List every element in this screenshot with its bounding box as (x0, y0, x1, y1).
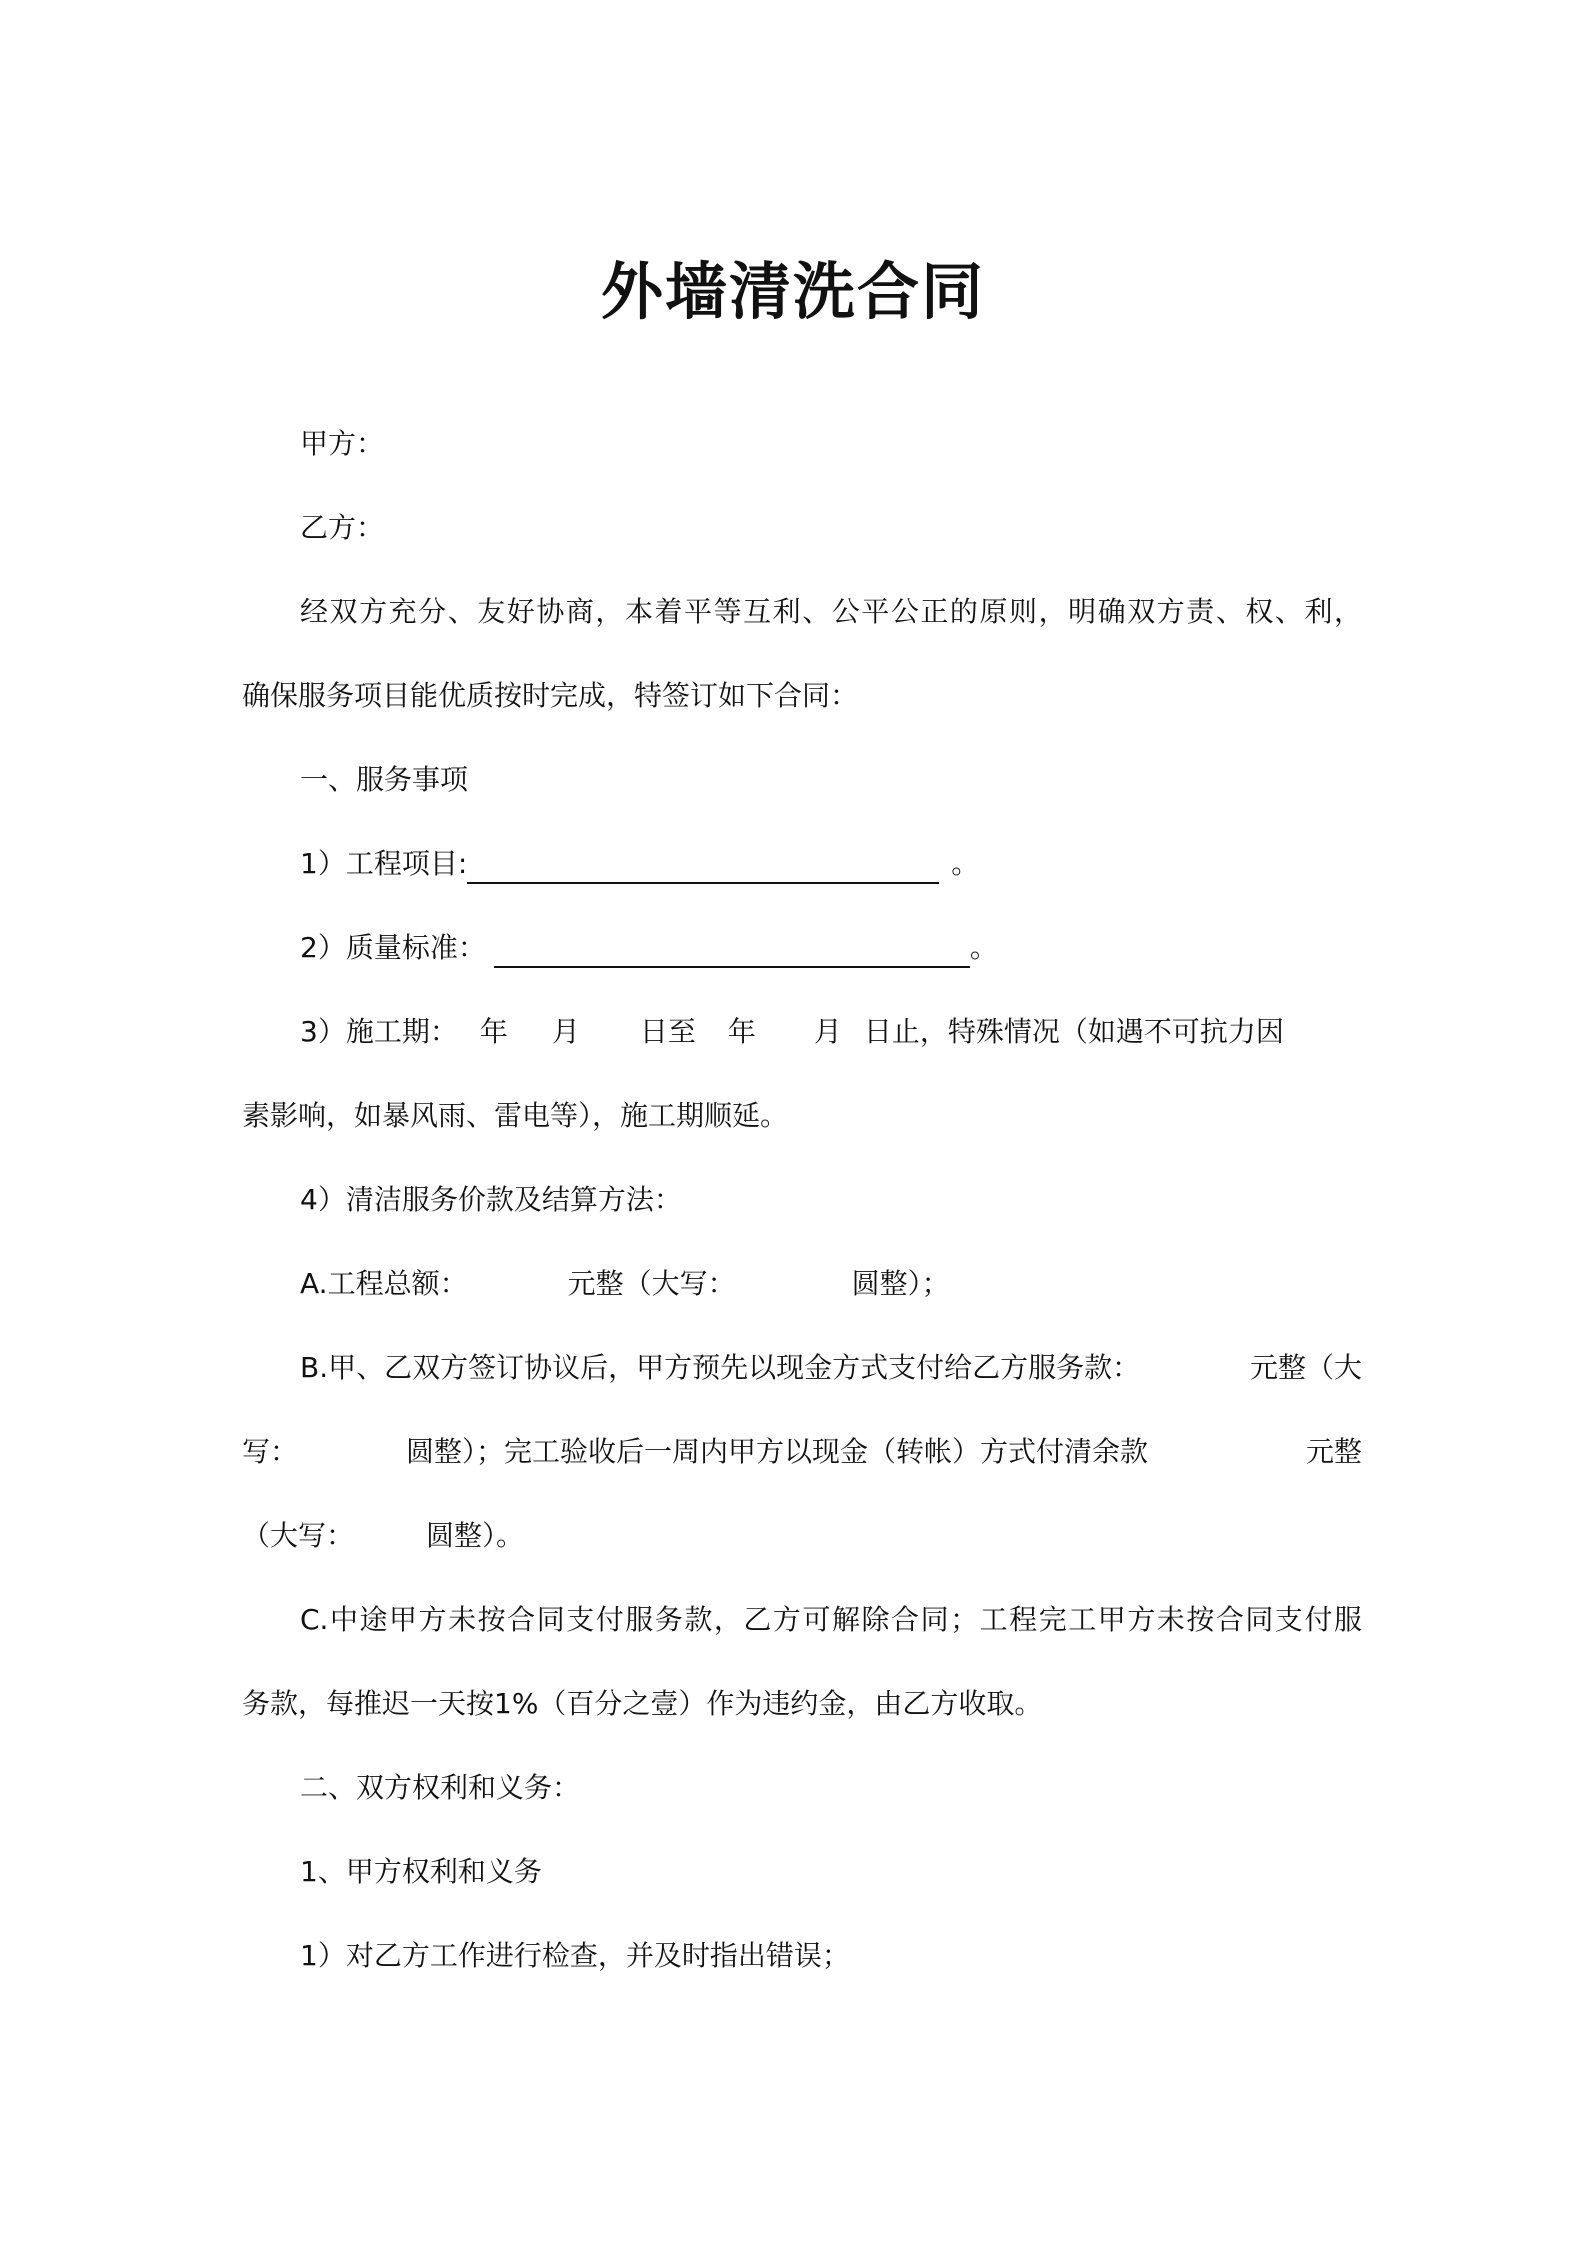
subsection-1-heading: 1、甲方权利和义务 (300, 1855, 542, 1888)
clause-b-line-2-start: 写： (242, 1435, 299, 1468)
party-a-line: 甲方： (300, 427, 385, 460)
clause-a-line (242, 1264, 1420, 1304)
clause-b-text: B.甲、乙双方签订协议后，甲方预先以现金方式支付给乙方服务款： (300, 1351, 1141, 1384)
clause-b-line-1 (242, 1348, 1362, 1388)
item-3-rest: 日止，特殊情况（如遇不可抗力因 (863, 1015, 1284, 1048)
intro-line-1: 经双方充分、友好协商，本着平等互利、公平公正的原则，明确双方责、权、利， (300, 595, 1362, 628)
clause-c-line-2: 务款，每推迟一天按1%（百分之壹）作为违约金，由乙方收取。 (242, 1687, 1043, 1720)
item-3-label: 3）施工期： (300, 1015, 458, 1048)
clause-b-line-2-end: 元整 (1305, 1435, 1362, 1468)
item-4-line: 4）清洁服务价款及结算方法： (300, 1183, 682, 1216)
clause-a-yuan-2: 圆整）； (851, 1267, 950, 1300)
item-3-day-1: 日至 (639, 1015, 696, 1048)
party-b-line: 乙方： (300, 511, 385, 544)
clause-b-line-3-end: 圆整）。 (426, 1519, 525, 1552)
item-1-end: 。 (951, 847, 980, 880)
item-3-month-1: 月 (551, 1015, 580, 1048)
item-1-label: 1）工程项目: (300, 847, 468, 880)
item-3-year-2: 年 (727, 1015, 756, 1048)
clause-b-line-3-start: （大写： (242, 1519, 355, 1552)
clause-b-end: 元整（大 (1249, 1351, 1362, 1384)
clause-c-line-1: C.中途甲方未按合同支付服务款，乙方可解除合同；工程完工甲方未按合同支付服 (300, 1603, 1362, 1636)
document-title: 外墙清洗合同 (600, 255, 985, 328)
clause-a-label: A.工程总额： (300, 1267, 468, 1300)
clause-b-line-2-left (242, 1432, 1148, 1472)
item-3-year-1: 年 (479, 1015, 508, 1048)
item-2-label: 2）质量标准： (300, 931, 486, 964)
item-2-line (242, 928, 1420, 968)
clause-a-yuan: 元整（大写： (567, 1267, 736, 1300)
item-2-blank (494, 932, 970, 968)
clause-b-line-3 (242, 1516, 1362, 1556)
item-2-end: 。 (969, 931, 998, 964)
item-1-line (242, 844, 1420, 884)
section-2-heading: 二、双方权利和义务： (300, 1771, 581, 1804)
item-1-blank (467, 848, 939, 884)
item-3-month-2: 月 (813, 1015, 842, 1048)
subsection-1-item-1: 1）对乙方工作进行检查，并及时指出错误； (300, 1939, 850, 1972)
item-3-line-2: 素影响，如暴风雨、雷电等），施工期顺延。 (242, 1099, 789, 1132)
clause-b-line-2 (242, 1432, 1362, 1472)
section-1-heading: 一、服务事项 (300, 763, 469, 796)
item-3-line-1 (242, 1012, 1420, 1052)
intro-line-2: 确保服务项目能优质按时完成，特签订如下合同： (242, 679, 859, 712)
clause-b-line-2-mid: 圆整）；完工验收后一周内甲方以现金（转帐）方式付清余款 (406, 1435, 1149, 1468)
